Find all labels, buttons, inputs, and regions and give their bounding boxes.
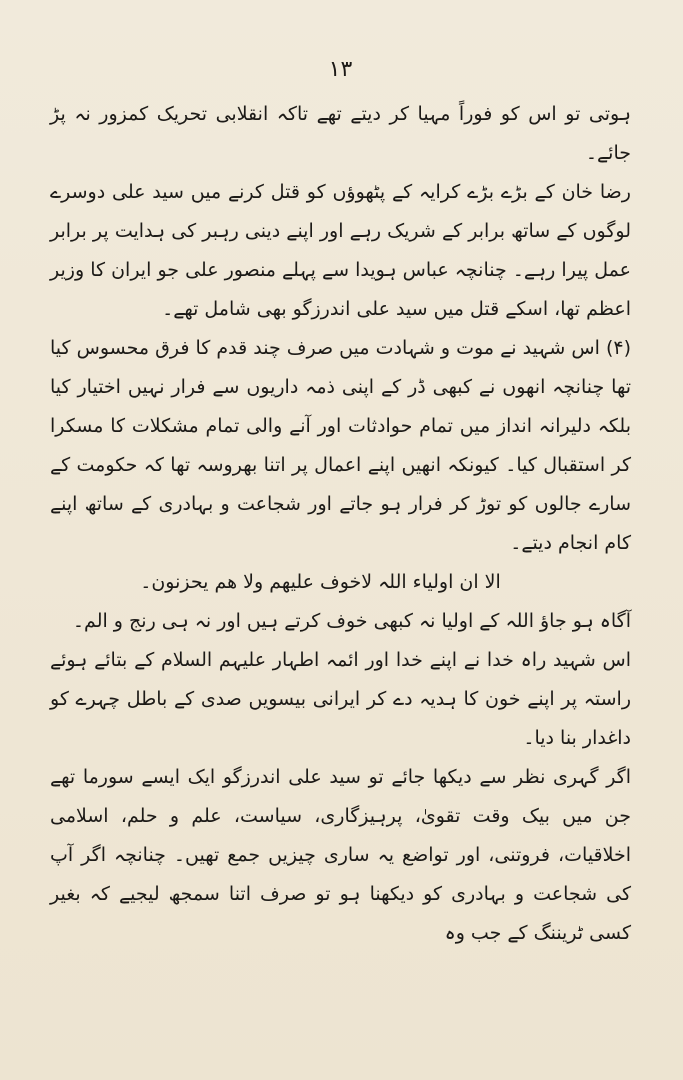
paragraph-5: اگر گہری نظر سے دیکھا جائے تو سید علی اندرزگو ایک ایسے سورما تھے جن میں بیک وقت تقویٰ، پرہیزگاری، سیاست، علم و حلم، اسلامی اخلاقیات، فروتنی، اور تواضع یہ ساری چیزیں جمع تھیں۔ چنانچہ اگر آپ کی شجاعت و بہادری کو دیکھنا ہو تو صرف اتنا سمجھ لیجیے کہ بغیر کسی ٹریننگ کے جب وہ [50, 766, 631, 944]
paragraph-3: (۴) اس شہید نے موت و شہادت میں صرف چند قدم کا فرق محسوس کیا تھا چنانچہ انھوں نے کبھی ڈر کے اپنی ذمہ داریوں سے فرار نہیں اختیار کیا بلکہ دلیرانہ انداز میں تمام حوادثات اور آنے والی تمام مشکلات کا مسکرا کر استقبال کیا۔ کیونکہ انھیں اپنے اعمال پر اتنا بھروسہ تھا کہ حکومت کے سارے جالوں کو توڑ کر فرار ہو جاتے اور شجاعت و بہادری کے ساتھ اپنے کام انجام دیتے۔ [50, 337, 631, 554]
verse-translation: آگاہ ہو جاؤ اللہ کے اولیا نہ کبھی خوف کرتے ہیں اور نہ ہی رنج و الم۔ [72, 610, 631, 632]
page-body [50, 95, 631, 953]
page-number: ۱۳ [328, 57, 353, 82]
paragraph-4: اس شہید راہ خدا نے اپنے خدا اور ائمہ اطہار علیہم السلام کے بتائے ہوئے راستہ پر اپنے خون کا ہدیہ دے کر ایرانی بیسویں صدی کے باطل چہرے کو داغدار بنا دیا۔ [50, 649, 631, 749]
paragraph-2: رضا خان کے بڑے بڑے کرایہ کے پٹھوؤں کو قتل کرنے میں سید علی دوسرے لوگوں کے ساتھ برابر کے شریک رہے اور اپنے دینی رہبر کی ہدایت پر برابر عمل پیرا رہے۔ چنانچہ عباس ہویدا سے پہلے منصور علی جو ایران کا وزیر اعظم تھا، اسکے قتل میں سید علی اندرزگو بھی شامل تھے۔ [50, 181, 631, 320]
arabic-verse: الا ان اولیاء اللہ لاخوف علیھم ولا ھم یحزنون۔ [140, 571, 501, 593]
paragraph-1: ہوتی تو اس کو فوراً مہیا کر دیتے تھے تاکہ انقلابی تحریک کمزور نہ پڑ جائے۔ [50, 103, 631, 164]
